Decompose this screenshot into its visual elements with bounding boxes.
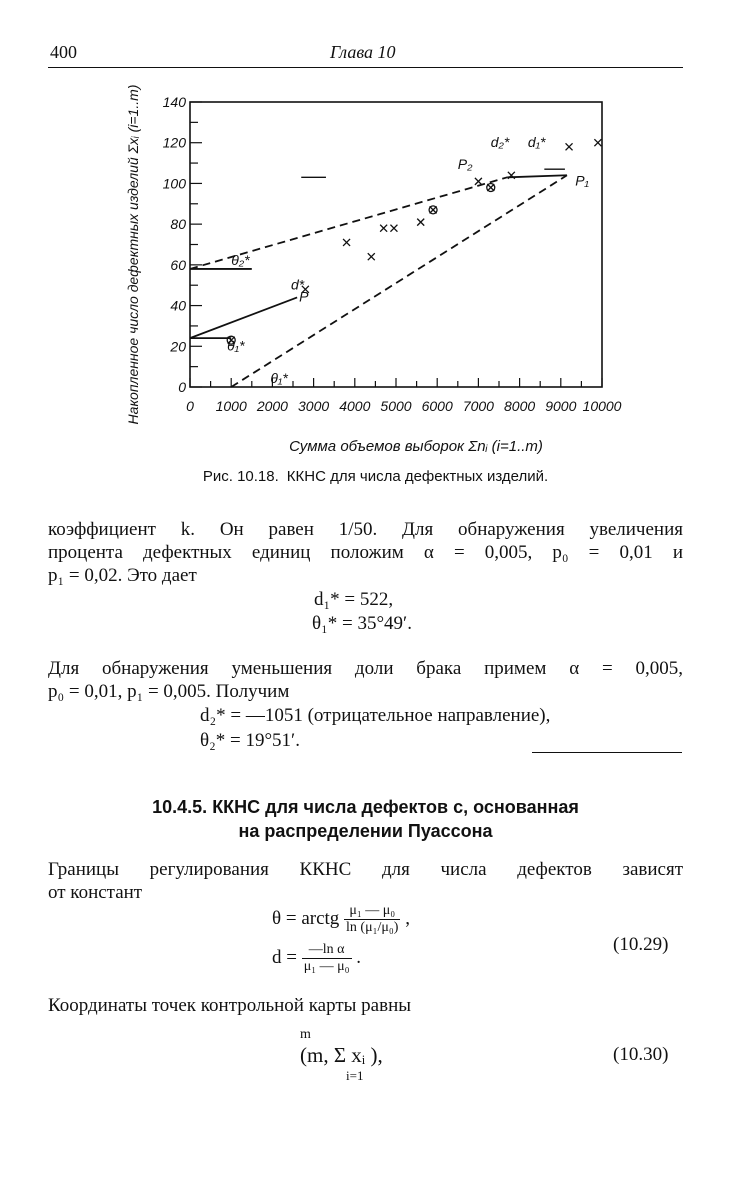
- chart-annotation: θ₁*: [270, 369, 288, 386]
- y-tick-label: 100: [162, 175, 186, 192]
- paragraph-line: коэффициент k. Он равен 1/50. Для обнаружения увеличения: [48, 519, 683, 540]
- y-tick-label: 40: [170, 297, 186, 314]
- paragraph-line: p₁ = 0,02. Это дает: [48, 565, 197, 586]
- paragraph-line: от констант: [48, 882, 143, 903]
- section-rule: [532, 752, 682, 753]
- x-axis-label: Сумма объемов выборок Σnᵢ (i=1..m): [289, 438, 543, 455]
- equation-number: (10.30): [613, 1044, 669, 1065]
- eq-theta-fraction: [344, 903, 400, 936]
- y-tick-label: 140: [162, 94, 186, 110]
- equation-d1: d₁* = 522,: [314, 589, 394, 610]
- chart-annotation: θ₂*: [231, 251, 250, 268]
- eq-coords-bottom: i=1: [346, 1068, 364, 1083]
- y-tick-label: 60: [170, 256, 186, 273]
- caption-label: Рис. 10.18.: [202, 468, 279, 485]
- x-tick-label: 1000: [215, 398, 247, 414]
- eq-theta-num: μ₁ — μ₀: [344, 903, 400, 920]
- equation-number: (10.29): [613, 934, 669, 955]
- equation-d2: d₂* = —1051 (отрицательное направление),: [200, 705, 551, 726]
- x-tick-label: 10000: [582, 398, 622, 414]
- x-tick-label: 9000: [545, 398, 577, 414]
- running-head: Глава 10: [330, 42, 396, 62]
- chart-annotation: d*: [290, 276, 305, 293]
- paragraph-line: p₀ = 0,01, p₁ = 0,005. Получим: [48, 681, 290, 702]
- x-tick-label: 5000: [380, 398, 412, 414]
- chart-annotation: P₁: [575, 172, 589, 189]
- chart-annotation: P₂: [457, 156, 473, 173]
- eq-theta-den: ln (μ₁/μ₀): [346, 920, 399, 935]
- section-title-line2: на распределении Пуассона: [238, 821, 493, 841]
- eq-theta-tail: ,: [405, 907, 410, 929]
- x-tick-label: 3000: [298, 398, 330, 414]
- eq-d-den: μ₁ — μ₀: [303, 959, 350, 974]
- equation-coords: (m, Σ xᵢ ),: [300, 1043, 383, 1067]
- paragraph-line: Границы регулирования ККНС для числа дефектов зависят: [48, 859, 683, 880]
- equation-theta2: θ₂* = 19°51′.: [200, 730, 300, 751]
- equation-theta1: θ₁* = 35°49′.: [312, 613, 412, 634]
- chart-annotation: θ₁*: [227, 337, 245, 354]
- x-tick-label: 7000: [462, 398, 494, 414]
- page-number: 400: [50, 42, 77, 62]
- x-tick-label: 8000: [504, 398, 536, 414]
- figure-caption: [0, 468, 751, 485]
- x-tick-label: 0: [186, 398, 194, 414]
- eq-d-num: —ln α: [302, 942, 352, 959]
- y-tick-label: 120: [162, 134, 186, 151]
- figure-chart: [120, 82, 640, 462]
- x-tick-label: 4000: [339, 398, 371, 414]
- paragraph-line: Координаты точек контрольной карты равны: [48, 995, 412, 1016]
- eq-theta-lhs: θ = arctg: [272, 907, 340, 929]
- eq-d-fraction: [302, 942, 352, 975]
- header-rule: [48, 67, 683, 68]
- arm-p: [190, 297, 297, 338]
- section-title: 10.4.5. ККНС для числа дефектов c, основанная: [152, 797, 579, 817]
- chart-line: [231, 175, 567, 387]
- chart-annotation: P: [299, 288, 309, 305]
- y-axis-label: Накопленное число дефектных изделий Σxᵢ (i=1..m): [125, 84, 141, 425]
- chart-annotation: d₂*: [490, 133, 510, 150]
- caption-text: ККНС для числа дефектных изделий.: [286, 468, 549, 485]
- paragraph-line: процента дефектных единиц положим α = 0,005, p₀ = 0,01 и: [48, 542, 683, 563]
- equation-d: [272, 942, 361, 975]
- y-tick-label: 20: [170, 338, 186, 355]
- paragraph-line: Для обнаружения уменьшения доли брака примем α = 0,005,: [48, 658, 683, 679]
- y-tick-label: 80: [170, 216, 186, 233]
- x-tick-label: 2000: [256, 398, 288, 414]
- eq-d-lhs: d =: [272, 946, 297, 968]
- x-tick-label: 6000: [421, 398, 453, 414]
- y-tick-label: 0: [178, 379, 186, 395]
- chart-line: [507, 175, 567, 177]
- eq-coords-top: m: [300, 1027, 311, 1042]
- chart-annotation: d₁*: [527, 133, 546, 150]
- equation-theta: [272, 903, 410, 936]
- eq-d-tail: .: [356, 946, 361, 968]
